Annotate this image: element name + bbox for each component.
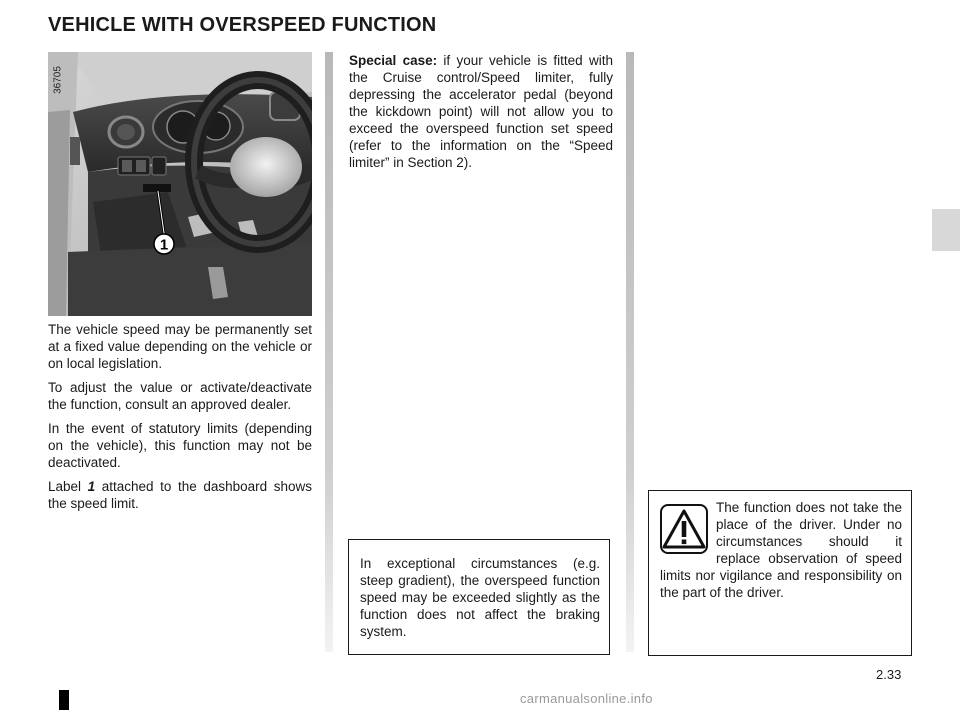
label-reference: 1 — [87, 479, 96, 494]
paragraph-adjust-function: To adjust the value or activate/deactivate the function, consult an approved dealer. — [48, 380, 312, 412]
paragraph-statutory-limits: In the event of statutory limits (depending on the vehicle), this function may not be deactivated. — [48, 421, 312, 470]
column-divider-right — [626, 52, 634, 652]
watermark: carmanualsonline.info — [520, 691, 653, 706]
callout-label-1: 1 — [159, 236, 169, 254]
dashboard-photo — [48, 52, 312, 316]
column-divider-left — [325, 52, 333, 652]
dashboard-illustration — [48, 52, 312, 316]
footer-mark — [59, 690, 69, 710]
warning-box — [648, 490, 912, 656]
left-column-text — [48, 321, 312, 519]
note-text: In exceptional circumstances (e.g. steep gradient), the overspeed function speed may be exceeded slightly as the function does not affect the braking system. — [360, 556, 600, 639]
figure-reference-number: 36705 — [52, 66, 64, 94]
special-case-heading: Special case: — [349, 53, 438, 68]
special-case-text: Special case: if your vehicle is fitted with the Cruise control/Speed limiter, fully depressing the accelerator pedal (beyond the kickdown point) will not allow you to exceed the overspeed function set speed (refer to the information on the “Speed limiter” in Section 2). — [349, 53, 613, 170]
note-box — [348, 539, 610, 655]
warning-triangle-icon — [660, 504, 708, 554]
page-number: 2.33 — [876, 667, 902, 682]
paragraph-permanent-speed: The vehicle speed may be permanently set at a fixed value depending on the vehicle or on local legislation. — [48, 322, 312, 371]
warning-text: The function does not take the place of the driver. Under no circumstances should it replace observation of speed limits nor vigilance and responsibility on the part of the driver. — [660, 500, 902, 600]
page-title: VEHICLE WITH OVERSPEED FUNCTION — [48, 14, 437, 36]
paragraph-label-info: Label 1 attached to the dashboard shows the speed limit. — [48, 479, 312, 511]
section-tab-marker — [932, 209, 960, 251]
